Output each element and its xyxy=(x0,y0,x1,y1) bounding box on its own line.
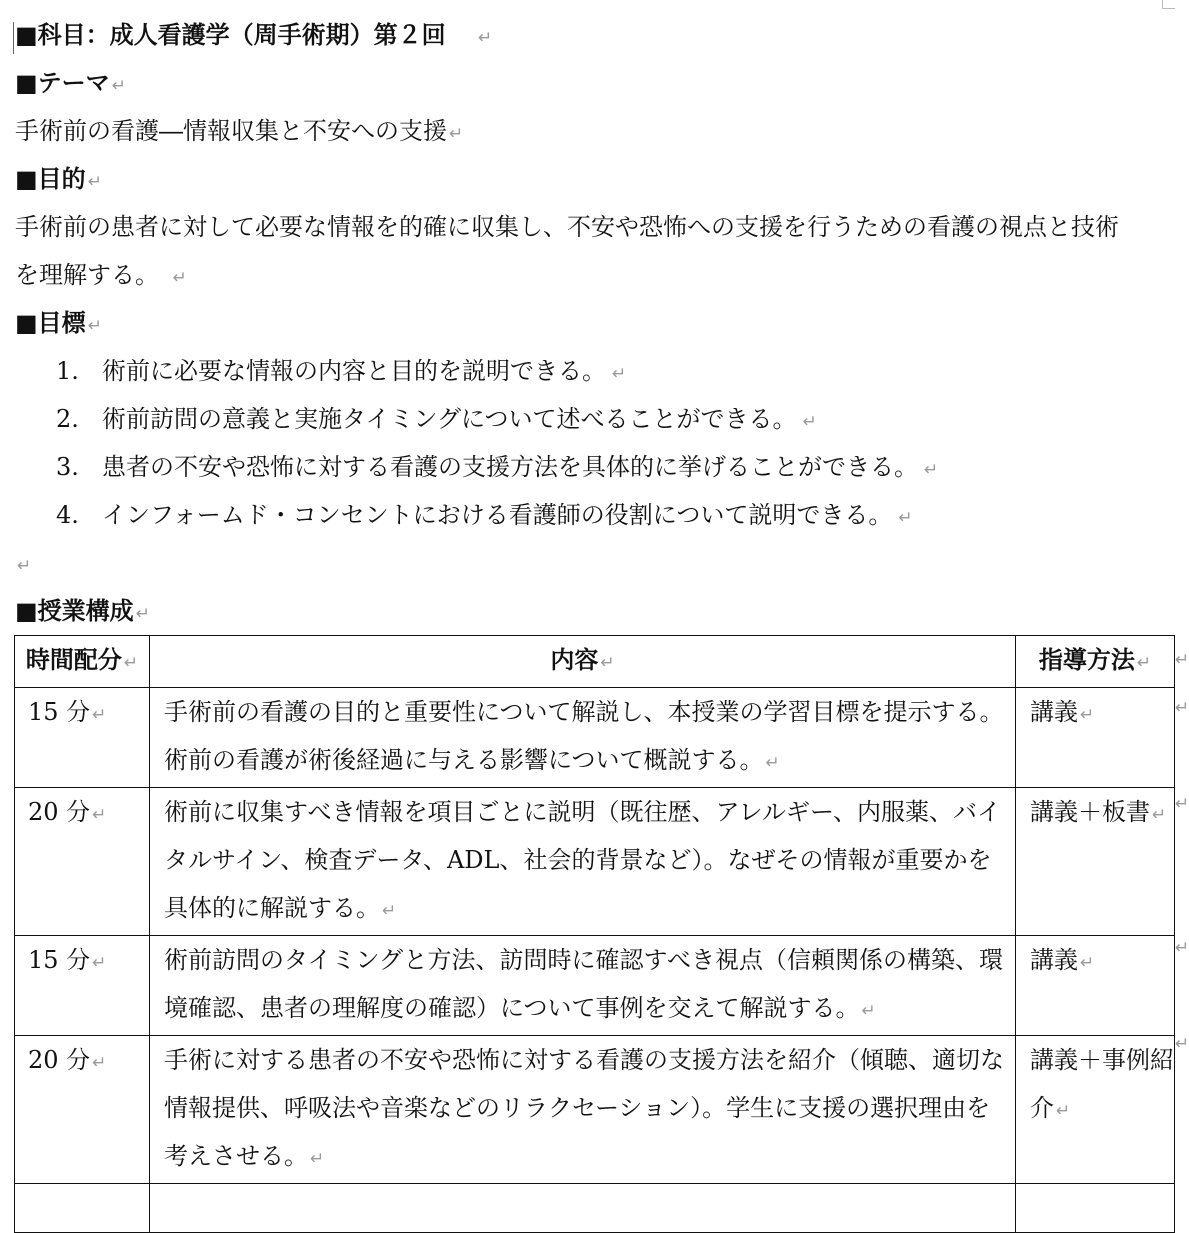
content-cell[interactable] xyxy=(150,688,1016,788)
column-header-label: 時間配分 xyxy=(25,645,122,674)
theme-heading[interactable] xyxy=(15,68,126,101)
paragraph-mark-icon: ↵ xyxy=(172,268,187,288)
paragraph-mark-icon: ↵ xyxy=(898,508,913,528)
content-text: 手術前の看護の目的と重要性について解説し、本授業の学習目標を提示する。術前の看護が術後経過に与える影響について概説する。 xyxy=(164,698,1004,774)
paragraph-mark-icon: ↵ xyxy=(802,412,817,432)
content-text: 術前訪問のタイミングと方法、訪問時に確認すべき視点（信頼関係の構築、環境確認、患者の理解度の確認）について事例を交えて解説する。 xyxy=(164,946,1004,1022)
theme-heading-text: ■テーマ xyxy=(15,68,110,97)
goal-text: 術前に必要な情報の内容と目的を説明できる。 xyxy=(102,357,606,385)
purpose-body-text: を理解する。 xyxy=(15,261,159,289)
paragraph-mark-icon: ↵ xyxy=(135,604,150,624)
goal-text: インフォームド・コンセントにおける看護師の役割について説明できる。 xyxy=(102,501,893,529)
cell-mark-icon: ↵ xyxy=(92,1053,107,1073)
content-cell[interactable] xyxy=(150,788,1016,936)
goal-text: 術前訪問の意義と実施タイミングについて述べることができる。 xyxy=(102,405,797,433)
theme-text[interactable] xyxy=(15,116,463,149)
column-header-label: 内容 xyxy=(550,645,599,674)
method-cell[interactable] xyxy=(1016,936,1175,1036)
table-header-row xyxy=(15,636,1175,688)
time-value: 20 分 xyxy=(28,798,91,826)
paragraph-mark-icon: ↵ xyxy=(449,124,464,144)
goal-item[interactable] xyxy=(56,452,938,485)
cell-mark-icon: ↵ xyxy=(1136,653,1152,673)
cell-mark-icon: ↵ xyxy=(861,1001,876,1021)
content-text: 術前に収集すべき情報を項目ごとに説明（既往歴、アレルギー、内服薬、バイタルサイン、検査データ、ADL、社会的背景など）。なぜその情報が重要かを具体的に解説する。 xyxy=(164,798,1001,922)
paragraph-mark-icon: ↵ xyxy=(87,172,102,192)
lesson-plan-table xyxy=(14,635,1175,1233)
goal-item[interactable] xyxy=(56,500,913,533)
cell-mark-icon: ↵ xyxy=(123,653,139,673)
method-value: 講義＋事例紹介 xyxy=(1030,1046,1174,1122)
row-end-mark-icon: ↵ xyxy=(1175,938,1189,958)
cell-mark-icon: ↵ xyxy=(310,1149,325,1169)
time-cell[interactable] xyxy=(15,1036,150,1184)
page-corner-mark xyxy=(1162,0,1175,9)
purpose-text-line-2[interactable] xyxy=(15,260,187,293)
paragraph-mark-icon: ↵ xyxy=(924,460,939,480)
content-cell[interactable] xyxy=(150,1184,1016,1233)
row-end-mark-icon: ↵ xyxy=(1175,1034,1189,1054)
table-row xyxy=(15,788,1175,936)
text-cursor xyxy=(13,22,14,54)
table-row xyxy=(15,1036,1175,1184)
goal-number: 4. xyxy=(56,501,79,529)
structure-heading[interactable] xyxy=(15,596,150,629)
method-value: 講義 xyxy=(1030,698,1078,726)
column-header-label: 指導方法 xyxy=(1038,645,1135,674)
content-cell[interactable] xyxy=(150,936,1016,1036)
time-value: 15 分 xyxy=(28,698,91,726)
goal-number: 1. xyxy=(56,357,79,385)
table-row xyxy=(15,936,1175,1036)
time-cell[interactable] xyxy=(15,1184,150,1233)
course-heading-text: ■科目：成人看護学（周手術期）第２回 xyxy=(15,20,446,49)
time-value: 15 分 xyxy=(28,946,91,974)
column-header-time[interactable] xyxy=(15,636,150,688)
cell-mark-icon: ↵ xyxy=(92,805,107,825)
table-row-partial xyxy=(15,1184,1175,1233)
content-cell[interactable] xyxy=(150,1036,1016,1184)
goal-number: 2. xyxy=(56,405,79,433)
purpose-text-line-1[interactable] xyxy=(15,212,1119,242)
paragraph-mark-icon: ↵ xyxy=(612,364,627,384)
theme-body-text: 手術前の看護―情報収集と不安への支援 xyxy=(15,117,447,145)
cell-mark-icon: ↵ xyxy=(92,953,107,973)
goals-heading[interactable] xyxy=(15,308,102,341)
table-row xyxy=(15,688,1175,788)
cell-mark-icon: ↵ xyxy=(600,653,615,673)
purpose-heading-text: ■目的 xyxy=(15,164,86,193)
cell-mark-icon: ↵ xyxy=(92,705,107,725)
method-cell[interactable] xyxy=(1016,1036,1175,1184)
method-cell[interactable] xyxy=(1016,688,1175,788)
row-end-mark-icon: ↵ xyxy=(1175,650,1189,670)
cell-mark-icon: ↵ xyxy=(1080,705,1095,725)
purpose-body-text: 手術前の患者に対して必要な情報を的確に収集し、不安や恐怖への支援を行うための看護の視点と技術 xyxy=(15,213,1119,241)
goal-item[interactable] xyxy=(56,356,626,389)
structure-heading-text: ■授業構成 xyxy=(15,596,134,625)
time-value: 20 分 xyxy=(28,1046,91,1074)
method-value: 講義 xyxy=(1030,946,1078,974)
method-cell[interactable] xyxy=(1016,1184,1175,1233)
empty-paragraph[interactable] xyxy=(15,548,31,581)
purpose-heading[interactable] xyxy=(15,164,102,197)
goal-number: 3. xyxy=(56,453,79,481)
goals-heading-text: ■目標 xyxy=(15,308,86,337)
paragraph-mark-icon: ↵ xyxy=(87,316,102,336)
cell-mark-icon: ↵ xyxy=(1080,953,1095,973)
cell-mark-icon: ↵ xyxy=(1056,1101,1071,1121)
column-header-method[interactable] xyxy=(1016,636,1175,688)
paragraph-mark-icon: ↵ xyxy=(111,76,126,96)
goal-item[interactable] xyxy=(56,404,817,437)
row-end-mark-icon: ↵ xyxy=(1175,698,1189,718)
cell-mark-icon: ↵ xyxy=(765,753,780,773)
goal-text: 患者の不安や恐怖に対する看護の支援方法を具体的に挙げることができる。 xyxy=(102,453,918,481)
cell-mark-icon: ↵ xyxy=(1152,805,1167,825)
paragraph-mark-icon: ↵ xyxy=(17,556,32,576)
time-cell[interactable] xyxy=(15,688,150,788)
column-header-content[interactable] xyxy=(150,636,1016,688)
paragraph-mark-icon: ↵ xyxy=(478,28,493,48)
cell-mark-icon: ↵ xyxy=(382,901,397,921)
course-heading[interactable] xyxy=(15,20,492,53)
method-value: 講義＋板書 xyxy=(1030,798,1150,826)
method-cell[interactable] xyxy=(1016,788,1175,936)
row-end-mark-icon: ↵ xyxy=(1175,794,1189,814)
content-text: 手術に対する患者の不安や恐怖に対する看護の支援方法を紹介（傾聴、適切な情報提供、呼吸法や音楽などのリラクセーション）。学生に支援の選択理由を考えさせる。 xyxy=(164,1046,1004,1170)
time-cell[interactable] xyxy=(15,936,150,1036)
time-cell[interactable] xyxy=(15,788,150,936)
